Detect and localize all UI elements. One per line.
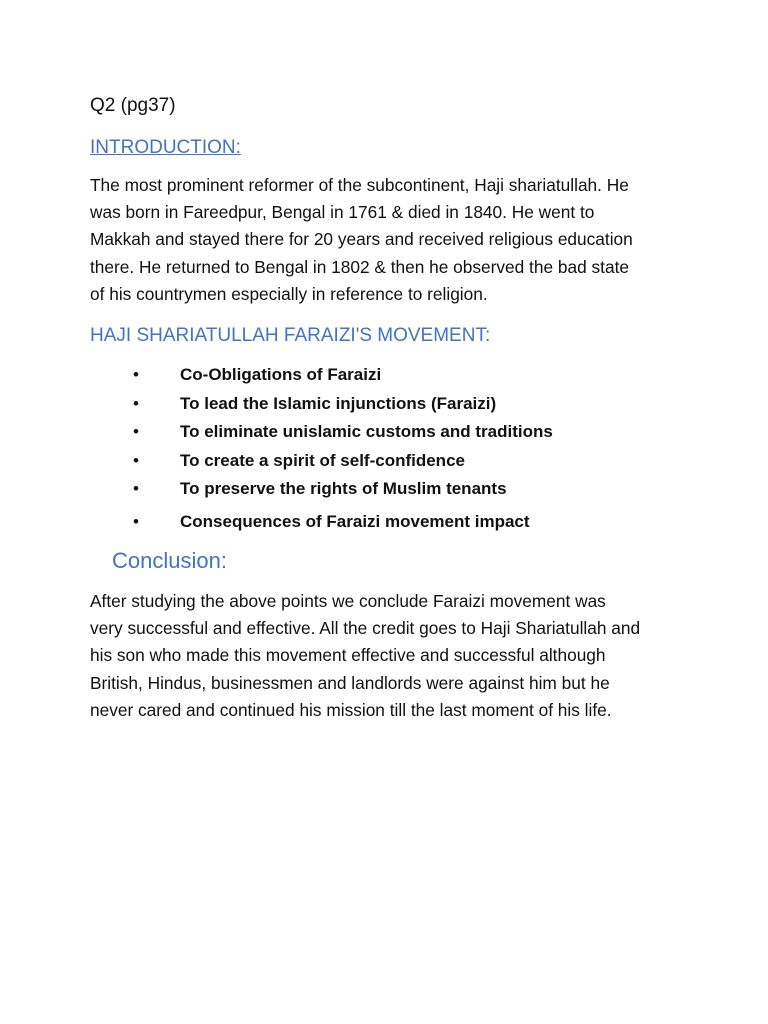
list-item-text: To create a spirit of self-confidence xyxy=(180,450,465,470)
conclusion-line: After studying the above points we conclude Faraizi movement was xyxy=(90,591,606,611)
list-item-text: To preserve the rights of Muslim tenants xyxy=(180,479,507,498)
conclusion-line: never cared and continued his mission till the last moment of his life. xyxy=(90,699,612,720)
bullet-icon: • xyxy=(133,393,139,413)
list-item-text: To lead the Islamic injunctions (Faraizi) xyxy=(180,393,497,413)
question-label: Q2 (pg37) xyxy=(90,95,176,116)
movement-heading: HAJI SHARIATULLAH FARAIZI'S MOVEMENT: xyxy=(90,325,491,346)
bullet-icon: • xyxy=(133,422,139,441)
bullet-icon: • xyxy=(133,450,139,470)
intro-line: Makkah and stayed there for 20 years and received religious education xyxy=(90,229,633,250)
bullet-icon: • xyxy=(133,511,139,531)
conclusion-line: very successful and effective. All the credit goes to Haji Shariatullah and xyxy=(90,618,641,639)
list-item-text: Consequences of Faraizi movement impact xyxy=(180,511,530,531)
introduction-paragraph xyxy=(90,172,690,308)
bullet-icon: • xyxy=(133,365,139,384)
conclusion-heading: Conclusion: xyxy=(112,548,227,573)
conclusion-line: British, Hindus, businessmen and landlords were against him but he xyxy=(90,672,610,693)
introduction-heading: INTRODUCTION: xyxy=(90,137,241,158)
list-item-text: To eliminate unislamic customs and traditions xyxy=(180,422,553,441)
list-item-text: Co-Obligations of Faraizi xyxy=(180,365,382,384)
intro-line: of his countrymen especially in reference to religion. xyxy=(90,283,488,304)
conclusion-line: his son who made this movement effective and successful although xyxy=(90,645,606,666)
intro-line: there. He returned to Bengal in 1802 & then he observed the bad state xyxy=(90,256,629,277)
bullet-icon: • xyxy=(133,479,139,498)
intro-line: The most prominent reformer of the subcontinent, Haji shariatullah. He xyxy=(90,175,629,195)
conclusion-paragraph xyxy=(90,588,690,724)
intro-line: was born in Fareedpur, Bengal in 1761 & died in 1840. He went to xyxy=(90,202,595,223)
